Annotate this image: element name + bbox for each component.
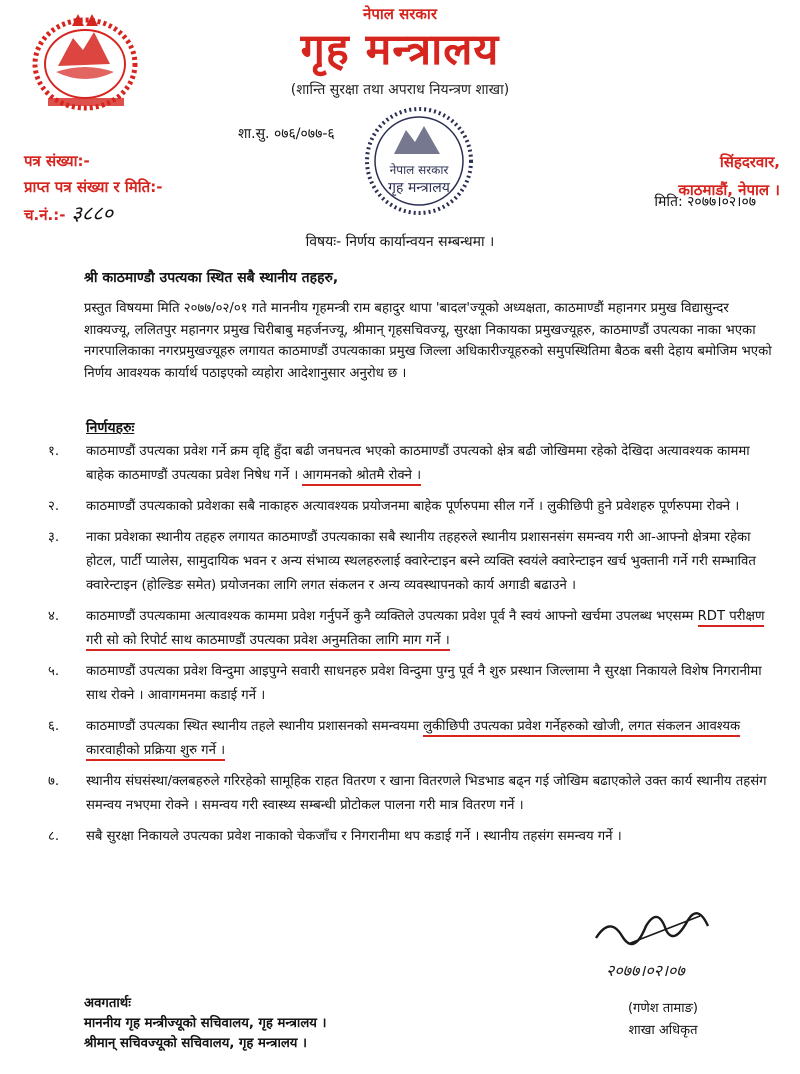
received-letter-row: प्राप्त पत्र संख्या र मिति:-	[24, 178, 163, 196]
decision-list	[48, 440, 778, 856]
decision-item: ६. काठमाण्डौं उपत्यका स्थित स्थानीय तहले स्थानीय प्रशासनको समन्वयमा लुकीछिपी उपत्यका प्रवेश गर्नेहरुको खोजी, लगत संकलन आवश्यक कारवाहीको प्रक्रिया शुरु गर्ने ।	[48, 715, 778, 763]
body-paragraph: प्रस्तुत विषयमा मिति २०७७/०२/०१ गते माननीय गृहमन्त्री राम बहादुर थापा 'बादल'ज्यूको अध्यक्षता, काठमाण्डौं महानगर प्रमुख विद्यासुन्दर शाक्यज्यू, ललितपुर महानगर प्रमुख चिरीबाबु महर्जनज्यू, श्रीमान् गृहसचिवज्यू, सुरक्षा निकायका प्रमुखज्यूहरु, काठमाण्डौं उपत्यका नाका भएका नगरपालिकाका नगरप्रमुखज्यूहरु लगायत काठमाण्डौं उपत्यकाका प्रमुख जिल्ला अधिकारीज्यूहरुको समुपस्थितिमा बैठक बसी देहाय बमोजिम भएको निर्णय आवश्यक कार्यार्थ पठाइएको व्यहोरा आदेशानुसार अनुरोध छ ।	[84, 301, 772, 381]
decisions-heading: निर्णयहरुः	[86, 420, 135, 436]
decision-item: ५. काठमाण्डौं उपत्यका प्रवेश विन्दुमा आइपुग्ने सवारी साधनहरु प्रवेश विन्दुमा पुग्नु पूर्व नै शुरु प्रस्थान जिल्लामा नै सुरक्षा निकायले विशेष निगरानीमा साथ रोक्ने । आवागमनमा कडाई गर्ने ।	[48, 664, 762, 703]
letter-date: मिति: २०७७।०२।०७	[654, 194, 756, 210]
decision-item: ४. काठमाण्डौं उपत्यकामा अत्यावश्यक काममा प्रवेश गर्नुपर्ने कुनै व्यक्तिले उपत्यका प्रवेश पूर्व नै स्वयं आफ्नो खर्चमा उपलब्ध भएसम्म RDT परीक्षण गरी सो को रिपोर्ट साथ काठमाण्डौं उपत्यका प्रवेश अनुमतिका लागि माग गर्ने ।	[48, 605, 778, 653]
decision-item: ३. नाका प्रवेशका स्थानीय तहहरु लगायत काठमाण्डौं उपत्यकाका सबै स्थानीय तहहरुले स्थानीय प्रशासनसंग समन्वय गरी आ-आफ्नो क्षेत्रमा रहेका होटल, पार्टी प्यालेस, सामुदायिक भवन र अन्य संभाव्य स्थलहरुलाई क्वारेन्टाइन बस्ने व्यक्ति स्वयंले क्वारेन्टाइन खर्च भुक्तानी गर्ने गरी सम्भावित क्वारेन्टाइन (होल्डिङ समेत) प्रयोजनका लागि लगत संकलन र अन्य व्यवस्थापनको कार्य अगाडी बढाउने ।	[48, 530, 756, 593]
highlighted-text: RDT परीक्षण गरी सो को रिपोर्ट साथ काठमाण्डौं उपत्यका प्रवेश अनुमतिका लागि माग गर्ने ।	[86, 609, 764, 651]
cc-label: अवगतार्थः	[84, 996, 131, 1011]
letter-meta-left	[24, 148, 162, 228]
place-line-2: काठमाडौं, नेपाल ।	[678, 181, 780, 199]
ministry-title: गृह मन्त्रालय	[300, 25, 500, 75]
decision-item: २. काठमाण्डौं उपत्यकाको प्रवेशका सबै नाकाहरु अत्यावश्यक प्रयोजनमा बाहेक पूर्णरुपमा सील गर्ने । लुकीछिपी हुने प्रवेशहरु पूर्णरुपमा रोक्ने ।	[48, 499, 740, 514]
highlighted-text: आगमनको श्रोतमै रोक्ने ।	[302, 468, 421, 486]
letter-number-row: पत्र संख्या:-	[24, 152, 90, 170]
decision-item: १. काठमाण्डौं उपत्यका प्रवेश गर्ने क्रम वृद्दि हुँदा बढी जनघनत्व भएको काठमाण्डौं उपत्यको क्षेत्र बढी जोखिममा रहेको देखिदा अत्यावश्यक काममा बाहेक काठमाण्डौं उपत्यका प्रवेश निषेध गर्ने । आगमनको श्रोतमै रोक्ने ।	[48, 440, 778, 488]
subject-line: विषयः- निर्णय कार्यान्वयन सम्बन्धमा ।	[305, 234, 495, 250]
signature-icon	[588, 896, 728, 986]
addressee: श्री काठमाण्डौ उपत्यका स्थित सबै स्थानीय तहहरु,	[84, 270, 339, 286]
decision-item: ८. सबै सुरक्षा निकायले उपत्यका प्रवेश नाकाको चेकजाँच र निगरानीमा थप कडाई गर्ने । स्थानीय तहसंग समन्वय गर्ने ।	[48, 829, 622, 844]
svg-text:२०७७।०२।०७: २०७७।०२।०७	[606, 961, 685, 980]
dispatch-number-row: च.नं.:- ३८८०	[24, 201, 114, 225]
cc-block	[84, 994, 327, 1054]
cc-line: श्रीमान् सचिवज्यूको सचिवालय, गृह मन्त्रालय ।	[84, 1036, 308, 1051]
svg-text:गृह मन्त्रालय: गृह मन्त्रालय	[388, 180, 450, 196]
svg-text:नेपाल सरकार: नेपाल सरकार	[389, 163, 449, 177]
reference-code: शा.सु. ०७६/०७७-६	[238, 126, 335, 142]
signer-block	[608, 998, 718, 1042]
ministry-seal-icon	[360, 102, 478, 220]
signer-name: (गणेश तामाङ)	[627, 1001, 699, 1016]
dispatch-number: ३८८०	[71, 201, 114, 225]
decision-item: ७. स्थानीय संघसंस्था/क्लबहरुले गरिरहेको सामूहिक राहत वितरण र खाना वितरणले भिडभाड बढ्न गई जोखिम बढाएकोले उक्त कार्य स्थानीय तहसंग समन्वय नभएमा रोक्ने । समन्वय गरी स्वास्थ्य सम्बन्धी प्रोटोकल पालना गरी मात्र वितरण गर्ने ।	[48, 774, 767, 813]
branch-name: (शान्ति सुरक्षा तथा अपराध नियन्त्रण शाखा)	[290, 82, 510, 98]
place-line-1: सिंहदरवार,	[719, 153, 780, 171]
cc-line: माननीय गृह मन्त्रीज्यूको सचिवालय, गृह मन्त्रालय ।	[84, 1016, 327, 1031]
signer-title: शाखा अधिकृत	[628, 1023, 698, 1038]
government-line: नेपाल सरकार	[363, 5, 437, 23]
highlighted-text: लुकीछिपी उपत्यका प्रवेश गर्नेहरुको खोजी, लगत संकलन आवश्यक कारवाहीको प्रक्रिया शुरु गर्ने ।	[86, 719, 740, 761]
